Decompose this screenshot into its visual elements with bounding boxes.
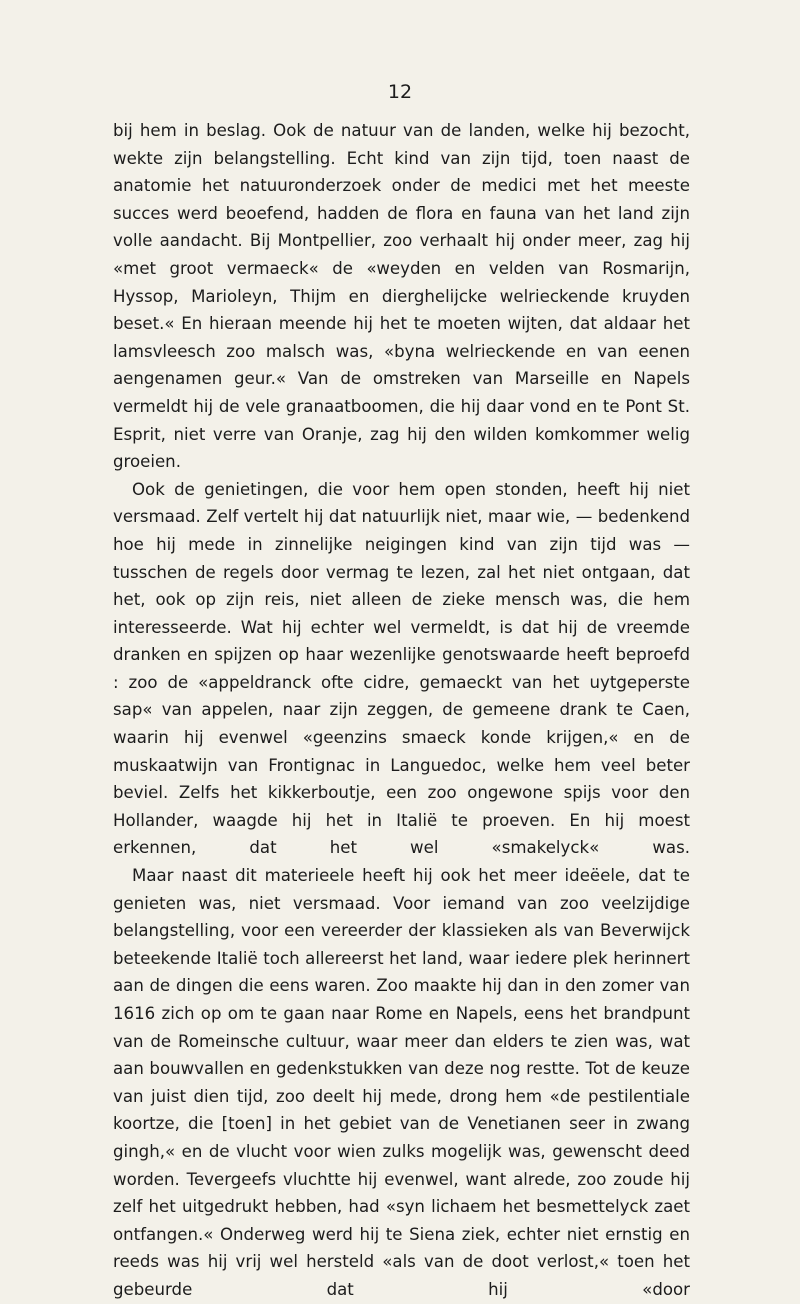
paragraph-3: Maar naast dit materieele heeft hij ook het meer ideëele, dat te genieten was, niet versmaad. Voor iemand van zoo veelzijdige belangstelling, voor een vereerder der klassieken als van Beverwijck beteekende Italië toch allereerst het land, waar iedere plek herinnert aan de dingen die eens waren. Zoo maakte hij dan in den zomer van 1616 zich op om te gaan naar Rome en Napels, eens het brandpunt van de Romeinsche cultuur, waar meer dan elders te zien was, wat aan bouwvallen en gedenkstukken van deze nog restte. Tot de keuze van juist dien tijd, zoo deelt hij mede, drong hem «de pestilentiale koortze, die [toen] in het gebiet van de Venetianen seer in zwang gingh,« en de vlucht voor wien zulks mogelijk was, gewenscht deed worden. Tevergeefs vluchtte hij evenwel, want alrede, zoo zoude hij zelf het uitgedrukt hebben, had «syn lichaem het besmettelyck zaet ontfangen.« Onderweg werd hij te Siena ziek, echter niet ernstig en reeds was hij vrij wel hersteld «als van de doot verlost,« toen het gebeurde dat hij «door — [113, 866, 690, 1299]
paragraph-1: bij hem in beslag. Ook de natuur van de landen, welke hij bezocht, wekte zijn belangstelling. Echt kind van zijn tijd, toen naast de anatomie het natuuronderzoek onder de medici met het meeste succes werd beoefend, hadden de flora en fauna van het land zijn volle aandacht. Bij Montpellier, zoo verhaalt hij onder meer, zag hij «met groot vermaeck« de «weyden en velden van Rosmarijn, Hyssop, Marioleyn, Thijm en dierghelijcke welrieckende kruyden beset.« En hieraan meende hij het te moeten wijten, dat aldaar het lamsvleesch zoo malsch was, «byna welrieckende en van eenen aengenamen geur.« Van de omstreken van Marseille en Napels vermeldt hij de vele granaatboomen, die hij daar vond en te Pont St. Esprit, niet verre van Oranje, zag hij den wilden komkommer welig groeien. — [113, 121, 690, 472]
body-text — [113, 117, 690, 1304]
page-number: 12 — [387, 81, 413, 103]
paragraph-2: Ook de genietingen, die voor hem open stonden, heeft hij niet versmaad. Zelf vertelt hij dat natuurlijk niet, maar wie, — bedenkend hoe hij mede in zinnelijke neigingen kind van zijn tijd was — tusschen de regels door vermag te lezen, zal het niet ontgaan, dat het, ook op zijn reis, niet alleen de zieke mensch was, die hem interesseerde. Wat hij echter wel vermeldt, is dat hij de vreemde dranken en spijzen op haar wezenlijke genotswaarde heeft beproefd : zoo de «appeldranck ofte cidre, gemaeckt van het uytgeperste sap« van appelen, naar zijn zeggen, de gemeene drank te Caen, waarin hij evenwel «geenzins smaeck konde krijgen,« en de muskaatwijn van Frontignac in Languedoc, welke hem veel beter beviel. Zelfs het kikkerboutje, een zoo ongewone spijs voor den Hollander, waagde hij het in Italië te proeven. En hij moest erkennen, dat het wel «smakelyck« was. — [113, 479, 690, 858]
